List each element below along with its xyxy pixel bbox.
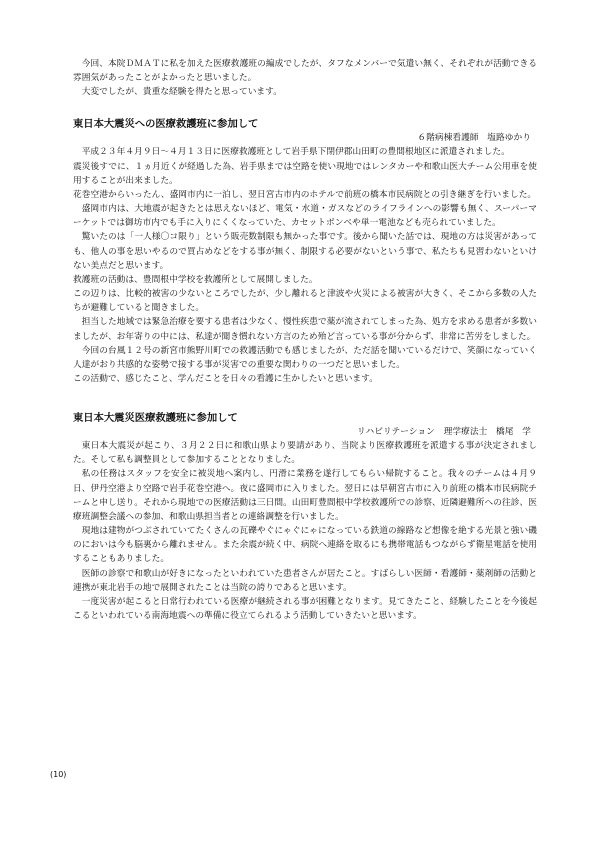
section2-paragraph: 現地は建物がつぶされていてたくさんの瓦礫やぐにゃぐにゃになっている鉄道の線路など想像を絶する光景と強い磯のにおいは今も脳裏から離れません。また余震が続く中、病院へ連絡を取るにも携帯電話もつながらず衛星電話を使用することもありました。 [73, 526, 537, 565]
section1-paragraph: この活動で、感じたこと、学んだことを日々の看護に生かしたいと思います。 [73, 373, 378, 384]
section1-author: ６階病棟看護師 塩路ゆかり [417, 133, 531, 144]
section2-paragraph: 一度災害が起こると日常行われている医療が継続される事が困難となります。見てきたこと、経験したことを今後起こるといわれている南海地震への準備に役立てられるよう活動していきたいと思います。 [73, 596, 537, 621]
section2-title: 東日本大震災医療救護班に参加して [73, 412, 238, 425]
section1-title: 東日本大震災への医療救護班に参加して [73, 118, 259, 131]
intro-paragraph-2: 大変でしたが、貴重な経験を得たと思っています。 [81, 87, 282, 98]
section1-paragraph: 担当した地域では緊急治療を要する患者は少なく、慢性疾患で薬が流されてしまった為、処方を求める患者が多数いましたが、お年寄りの中には、私達が聞き慣れない方言のため殆ど言っている事が分からず、非常に苦労をしました。 [73, 317, 537, 342]
section1-paragraph: 花巻空港からいったん、盛岡市内に一泊し、翌日宮古市内のホテルで前班の橋本市民病院との引き継ぎを行いました。 [73, 189, 537, 200]
section1-paragraph: 驚いたのは「一人様〇コ限り」という販売数制限も無かった事です。後から聞いた話では、現地の方は災害があっても、他人の事を思いやるので買占めなどをする事が無く、制限する必要がないという事で、私たちも見習わないといけない美点だと思います。 [73, 232, 537, 271]
section2-paragraph: 東日本大震災が起こり、３月２２日に和歌山県より要請があり、当院より医療救護班を派遣する事が決定されました。そして私も調整員として参加することとなりました。 [73, 441, 537, 466]
section1-paragraph: この辺りは、比較的被害の少ないところでしたが、少し離れると津波や火災による被害が大きく、そこから多数の人たちが避難していると聞きました。 [73, 289, 537, 314]
section1-paragraph: 救護班の活動は、豊間根中学校を救護所として展開しました。 [73, 274, 318, 285]
page-number: (10) [50, 770, 67, 779]
section1-paragraph: 震災後すでに、１ヵ月近くが経過した為、岩手県までは空路を使い現地ではレンタカーや和歌山医大チーム公用車を使用することが出来ました。 [73, 161, 537, 186]
section2-paragraph: 私の任務はスタッフを安全に被災地へ案内し、円滑に業務を遂行してもらい帰院すること。我々のチームは４月９日、伊丹空港より空路で岩手花巻空港へ。夜に盛岡市に入りました。翌日には早朝宮古市に入り前班の橋本市民病院チームと申し送り。それから現地での医療活動は三日間。山田町豊間根中学校救護所での診察、近隣避難所への往診、医療班調整会議への参加、和歌山県担当者との連絡調整を行いました。 [73, 469, 537, 522]
section1-paragraph: 盛岡市内は、大地震が起きたとは思えないほど、電気・水道・ガスなどのライフラインへの影響も無く、スーパーマーケットでは御坊市内でも手に入りにくくなっていた、カセットボンベや単一電池なども売られていました。 [73, 204, 537, 229]
section1-paragraph: 今回の台風１２号の新宮市熊野川町での救護活動でも感じましたが、ただ話を聞いているだけで、笑顔になっていく人達がおり共感的な姿勢で接する事が災害での重要な関わりの一つだと思いました。 [73, 345, 537, 370]
section2-paragraph: 医師の診察で和歌山が好きになったといわれていた患者さんが居たこと。すばらしい医師・看護師・薬剤師の活動と連携が東北岩手の地で展開されたことは当院の誇りであると思います。 [73, 568, 537, 593]
section1-paragraph: 平成２３年４月９日〜４月１３日に医療救護班として岩手県下閉伊郡山田町の豊間根地区に派遣されました。 [81, 147, 510, 158]
intro-paragraph-1: 今回、本院ＤＭＡＴに私を加えた医療救護班の編成でしたが、タフなメンバーで気遣い無く、それぞれが活動できる雰囲気があったことがよかったと思いました。 [73, 59, 537, 84]
document-page [73, 57, 537, 623]
section2-author: リハビリテーション 理学療法士 橋尾 学 [357, 427, 531, 438]
